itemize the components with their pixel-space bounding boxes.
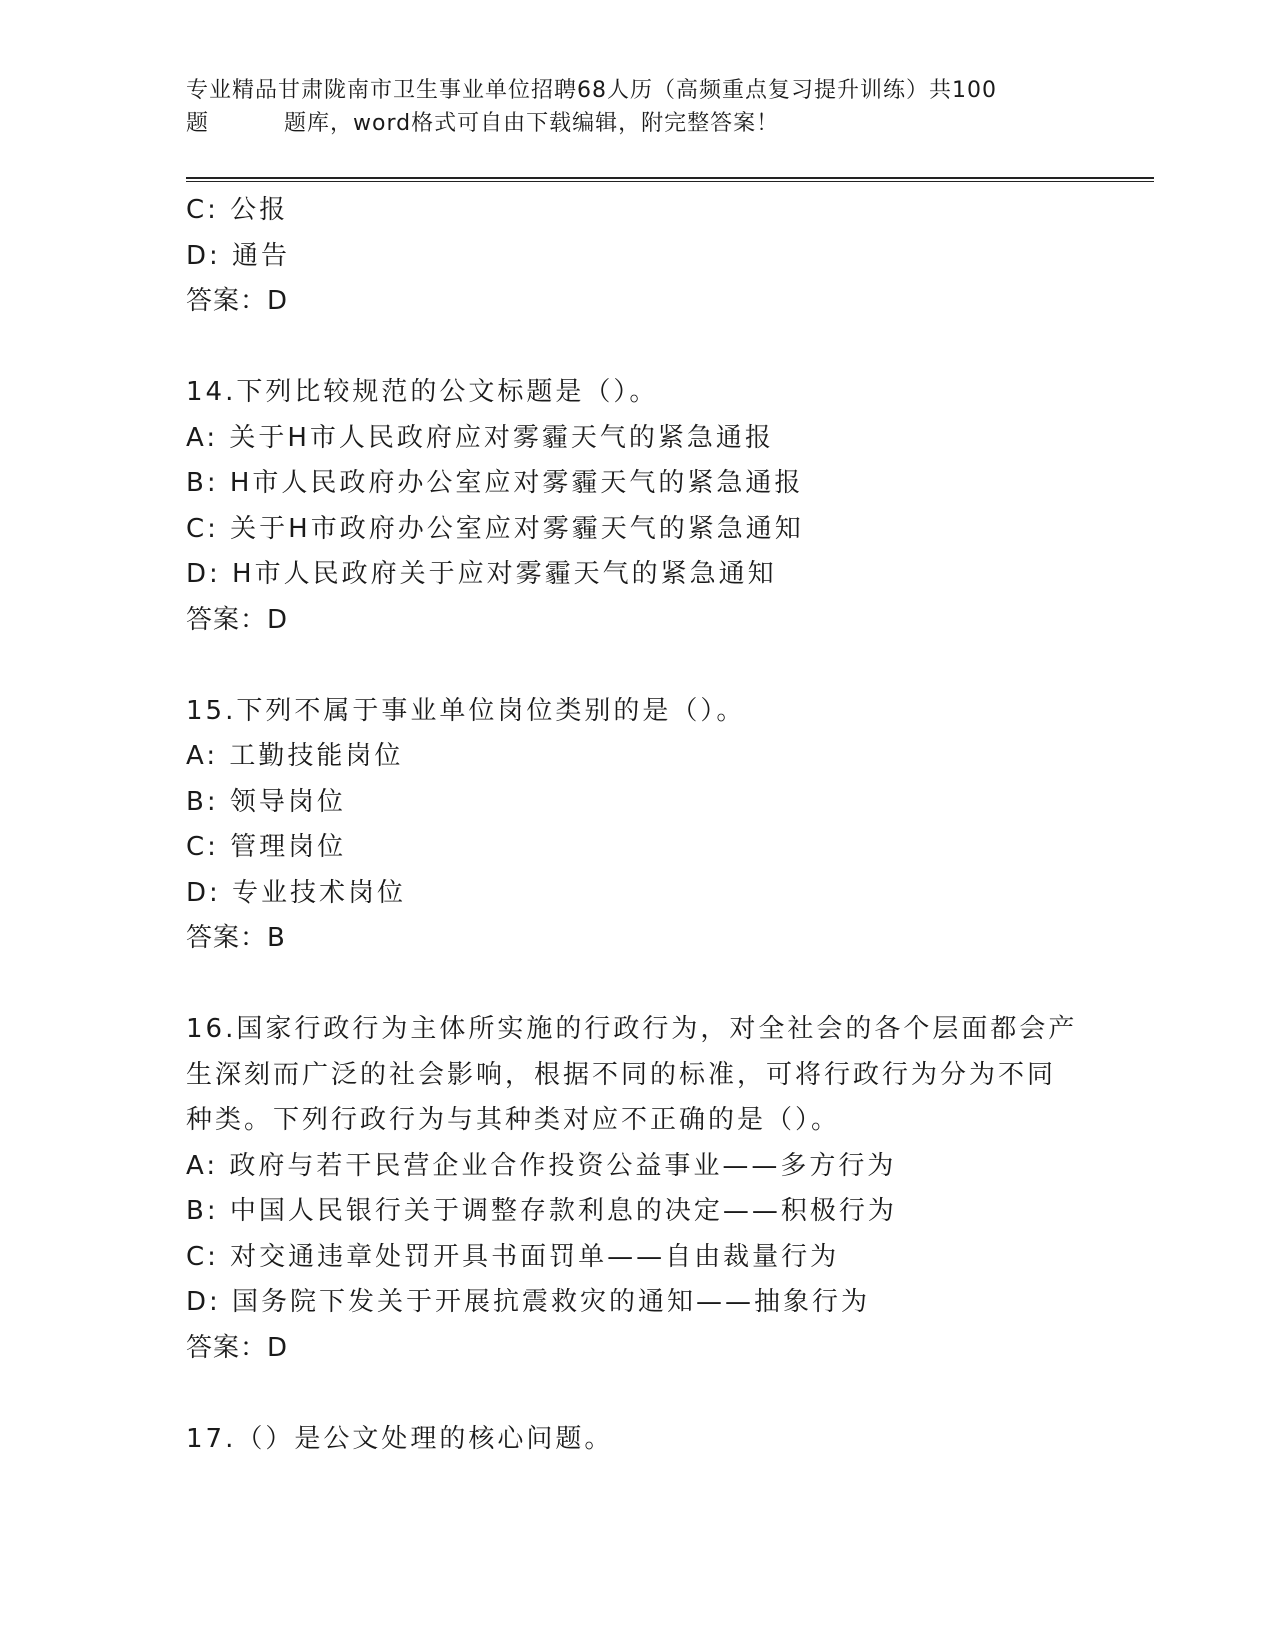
option-d: D: 国务院下发关于开展抗震救灾的通知——抽象行为 xyxy=(186,1287,871,1317)
option-a: A: 关于H市人民政府应对雾霾天气的紧急通报 xyxy=(186,422,774,453)
option-b: B: 中国人民银行关于调整存款利息的决定——积极行为 xyxy=(186,1196,897,1226)
option-d: D: H市人民政府关于应对雾霾天气的紧急通知 xyxy=(186,559,777,589)
spacer xyxy=(186,1371,1086,1417)
question-14 xyxy=(186,370,1086,643)
answer-line: 答案：D xyxy=(186,1332,289,1363)
question-stem: 17.（）是公文处理的核心问题。 xyxy=(186,1423,614,1454)
option-b: B: 领导岗位 xyxy=(186,786,346,817)
option-c: C: 关于H市政府办公室应对雾霾天气的紧急通知 xyxy=(186,513,804,544)
option-a: A: 政府与若干民营企业合作投资公益事业——多方行为 xyxy=(186,1150,897,1181)
header-title-line-2-lead: 题 xyxy=(186,111,210,136)
question-content xyxy=(186,188,1086,1462)
question-13-tail xyxy=(186,188,1086,325)
spacer xyxy=(186,325,1086,371)
question-stem-line-2: 生深刻而广泛的社会影响，根据不同的标准，可将行政行为分为不同 xyxy=(186,1059,1057,1090)
option-c: C: 管理岗位 xyxy=(186,832,347,862)
header-title-line-2 xyxy=(186,107,1086,140)
header-title-line-2-rest: 题库，word格式可自由下载编辑，附完整答案！ xyxy=(284,111,780,136)
header-title-line-1: 专业精品甘肃陇南市卫生事业单位招聘68人历（高频重点复习提升训练）共100 xyxy=(186,78,997,103)
option-b: B: H市人民政府办公室应对雾霾天气的紧急通报 xyxy=(186,468,804,498)
question-stem-line-3: 种类。下列行政行为与其种类对应不正确的是（）。 xyxy=(186,1105,841,1135)
option-d: D: 通告 xyxy=(186,240,291,271)
page-header xyxy=(186,74,1086,140)
question-15 xyxy=(186,689,1086,962)
spacer xyxy=(186,962,1086,1008)
question-17 xyxy=(186,1417,1086,1463)
option-d: D: 专业技术岗位 xyxy=(186,877,407,908)
question-16 xyxy=(186,1007,1086,1371)
option-c: C: 公报 xyxy=(186,195,289,225)
question-stem-line-1: 16.国家行政行为主体所实施的行政行为，对全社会的各个层面都会产 xyxy=(186,1014,1078,1044)
answer-line: 答案：B xyxy=(186,923,286,953)
header-divider xyxy=(186,177,1154,182)
option-c: C: 对交通违章处罚开具书面罚单——自由裁量行为 xyxy=(186,1241,840,1272)
spacer xyxy=(186,643,1086,689)
answer-line: 答案：D xyxy=(186,604,289,635)
question-stem: 15.下列不属于事业单位岗位类别的是（）。 xyxy=(186,695,746,726)
option-a: A: 工勤技能岗位 xyxy=(186,741,404,771)
answer-line: 答案：D xyxy=(186,286,289,316)
question-stem: 14.下列比较规范的公文标题是（）。 xyxy=(186,377,659,407)
